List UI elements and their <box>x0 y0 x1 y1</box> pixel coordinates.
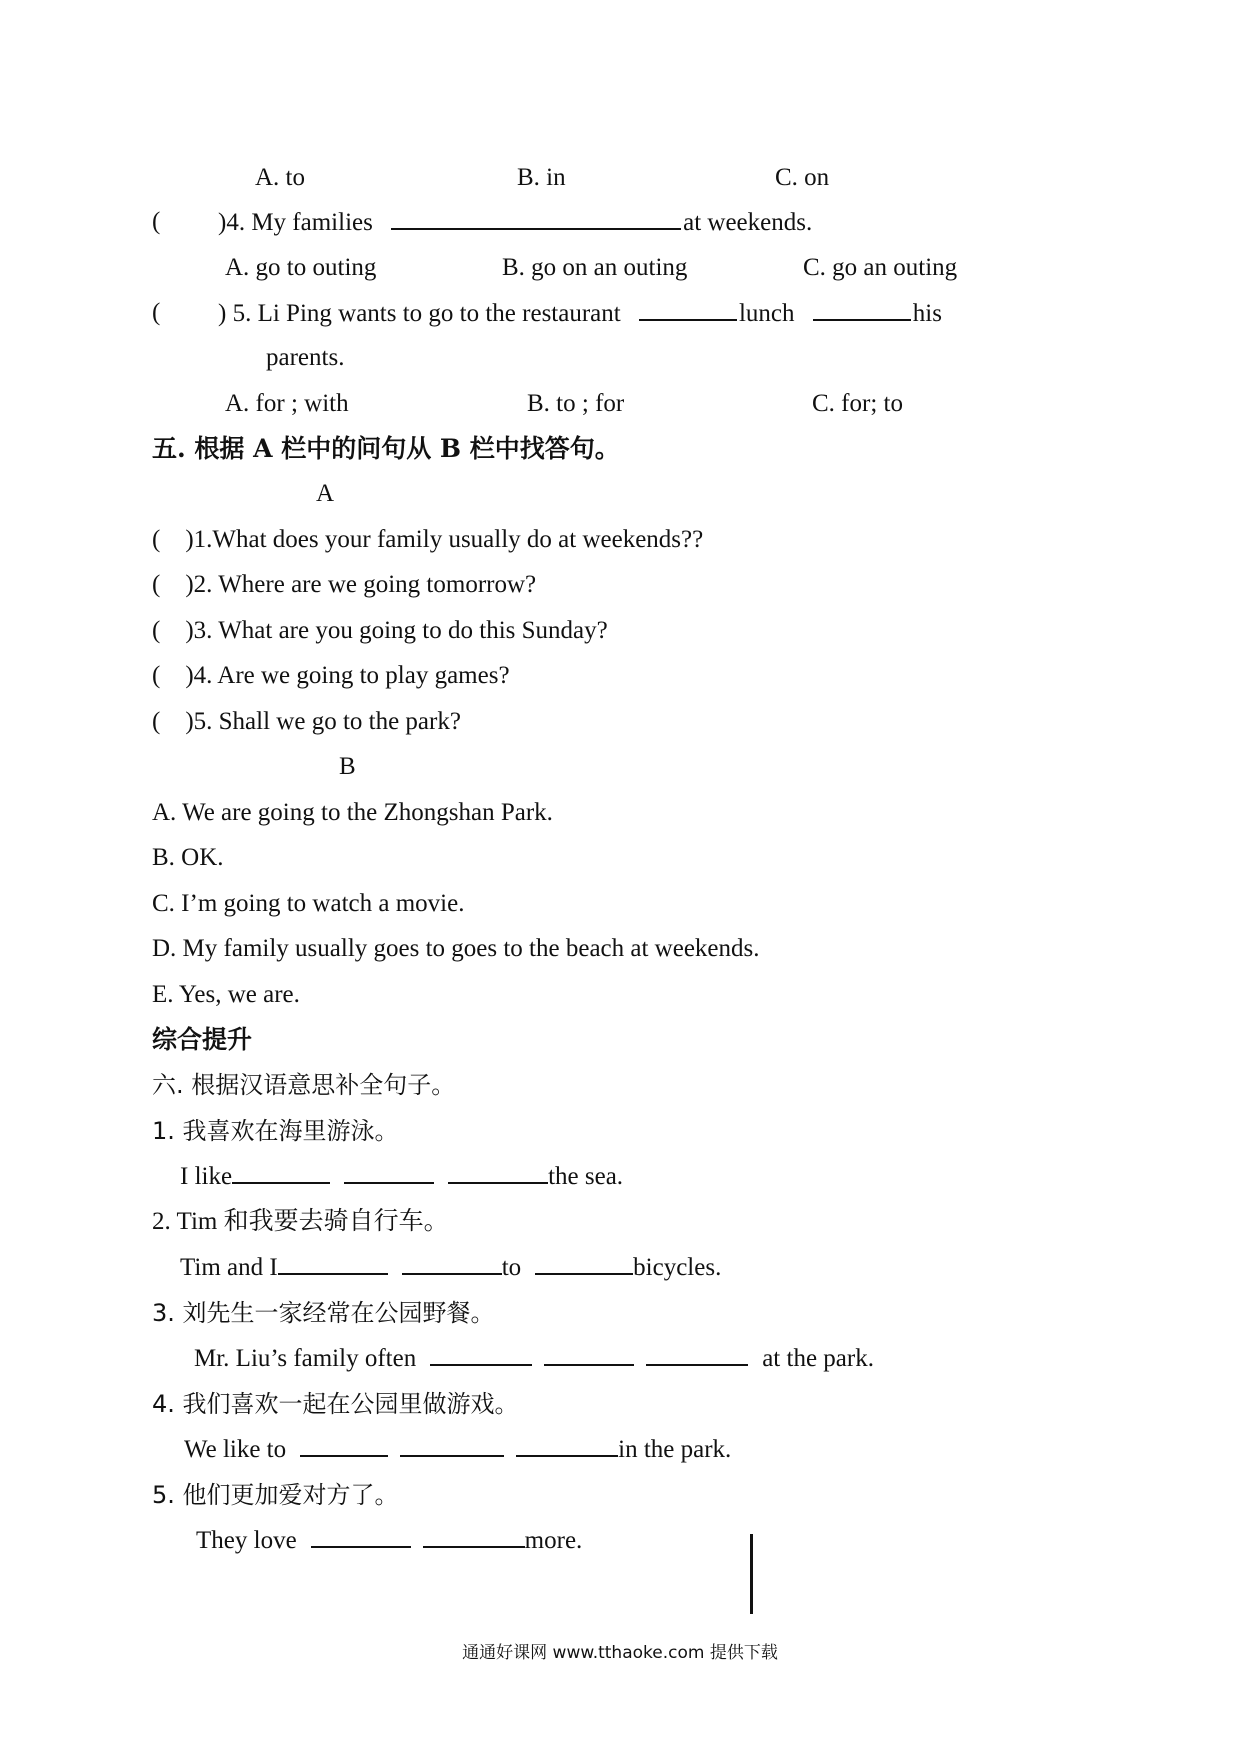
s6-item-3-cn: 3. 刘先生一家经常在公园野餐。 <box>152 1299 495 1327</box>
q5-text-3: his <box>912 300 942 327</box>
s5-question-3 <box>152 615 608 647</box>
s5-q5-text: )5. Shall we go to the park? <box>185 708 461 735</box>
s5-q4-text: )4. Are we going to play games? <box>185 662 510 689</box>
s5-q2-text: )2. Where are we going tomorrow? <box>185 571 537 598</box>
s6-item-5-en <box>196 1524 582 1557</box>
s6-item-1-en <box>180 1160 623 1193</box>
s5-q1-paren: ( <box>152 526 161 553</box>
q4-answer-paren: ( <box>152 208 161 235</box>
column-b-heading: B <box>339 753 356 780</box>
q3-option-a: A. to <box>255 164 305 191</box>
s6-item-2-en <box>180 1251 721 1284</box>
s6-item-3-en <box>194 1342 874 1375</box>
s6-item-4-post: in the park. <box>618 1436 732 1463</box>
s6-item-4-cn: 4. 我们喜欢一起在公园里做游戏。 <box>152 1390 519 1418</box>
q5-option-c: C. for; to <box>812 390 903 417</box>
s6-item-2-pre: Tim and I <box>180 1254 278 1281</box>
q5-blank-2[interactable] <box>813 297 911 321</box>
q4-option-b: B. go on an outing <box>502 254 688 281</box>
column-a-heading: A <box>316 480 335 507</box>
s5-answer-e: E. Yes, we are. <box>152 981 300 1008</box>
q3-option-b: B. in <box>517 164 566 191</box>
s6-item-3-post: at the park. <box>762 1345 874 1372</box>
s6-item-2-post: bicycles. <box>633 1254 722 1281</box>
s5-q5-paren: ( <box>152 708 161 735</box>
s6-item-2-blank-1[interactable] <box>278 1251 388 1275</box>
s6-item-4-blank-2[interactable] <box>400 1433 504 1457</box>
footer-credit: 通通好课网 www.tthaoke.com 提供下载 <box>462 1643 778 1663</box>
s6-item-4-blank-3[interactable] <box>516 1433 618 1457</box>
s5-q3-paren: ( <box>152 617 161 644</box>
q4-text-1: )4. My families <box>218 209 373 236</box>
q4-option-c: C. go an outing <box>803 254 958 281</box>
comprehensive-title: 综合提升 <box>152 1025 253 1054</box>
q5-blank-1[interactable] <box>639 297 737 321</box>
q3-option-c: C. on <box>775 164 830 191</box>
q5-text-2: lunch <box>738 300 795 327</box>
s5-question-1 <box>152 524 703 556</box>
s5-question-2 <box>152 569 536 601</box>
s6-item-3-blank-1[interactable] <box>430 1342 532 1366</box>
q5-text <box>218 297 942 330</box>
s5-q4-paren: ( <box>152 662 161 689</box>
s6-item-2-cn <box>152 1206 449 1238</box>
s5-q1-text: )1.What does your family usually do at weekends?? <box>185 526 704 553</box>
s6-item-3-pre: Mr. Liu’s family often <box>194 1345 417 1372</box>
q4-text-2: at weekends. <box>683 209 813 236</box>
q5-option-a: A. for ; with <box>225 390 349 417</box>
s6-item-4-blank-1[interactable] <box>300 1433 388 1457</box>
q5-text-1: ) 5. Li Ping wants to go to the restaurant <box>218 300 621 327</box>
s5-q2-paren: ( <box>152 571 161 598</box>
s6-item-2-blank-3[interactable] <box>535 1251 633 1275</box>
s5-answer-a: A. We are going to the Zhongshan Park. <box>152 799 553 826</box>
s6-item-4-pre: We like to <box>184 1436 287 1463</box>
s5-question-5 <box>152 706 461 738</box>
s6-item-2-cn-text: 2. Tim 和我要去骑自行车。 <box>152 1208 449 1235</box>
s6-item-3-blank-3[interactable] <box>646 1342 748 1366</box>
q4-blank[interactable] <box>391 206 681 230</box>
s5-answer-d: D. My family usually goes to goes to the beach at weekends. <box>152 935 760 962</box>
s6-item-2-mid: to <box>501 1254 522 1281</box>
s6-item-4-en <box>184 1433 731 1466</box>
s6-item-5-post: more. <box>524 1527 583 1554</box>
q5-option-b: B. to ; for <box>527 390 625 417</box>
s5-question-4 <box>152 660 510 692</box>
s6-item-5-blank-1[interactable] <box>311 1524 411 1548</box>
section6-title: 六. 根据汉语意思补全句子。 <box>152 1071 456 1099</box>
q4-option-a: A. go to outing <box>225 254 377 281</box>
s6-item-3-blank-2[interactable] <box>544 1342 634 1366</box>
s6-item-1-post: the sea. <box>548 1163 624 1190</box>
s6-item-1-blank-3[interactable] <box>448 1160 548 1184</box>
s5-answer-c: C. I’m going to watch a movie. <box>152 890 465 917</box>
q5-answer-paren: ( <box>152 299 161 326</box>
q4-text <box>218 206 812 239</box>
s6-item-1-blank-2[interactable] <box>344 1160 434 1184</box>
s5-answer-b: B. OK. <box>152 844 224 871</box>
s6-item-5-pre: They love <box>196 1527 297 1554</box>
s6-item-1-blank-1[interactable] <box>232 1160 330 1184</box>
s6-item-1-cn: 1. 我喜欢在海里游泳。 <box>152 1117 399 1145</box>
s6-item-2-blank-2[interactable] <box>402 1251 502 1275</box>
q5-continuation: parents. <box>266 344 345 371</box>
s6-item-5-cn: 5. 他们更加爱对方了。 <box>152 1481 399 1509</box>
s6-item-1-pre: I like <box>180 1163 233 1190</box>
s6-item-5-blank-2[interactable] <box>423 1524 525 1548</box>
vertical-margin-line <box>750 1534 753 1614</box>
section5-title: 五. 根据 A 栏中的问句从 B 栏中找答句。 <box>152 434 620 463</box>
s5-q3-text: )3. What are you going to do this Sunday? <box>185 617 608 644</box>
